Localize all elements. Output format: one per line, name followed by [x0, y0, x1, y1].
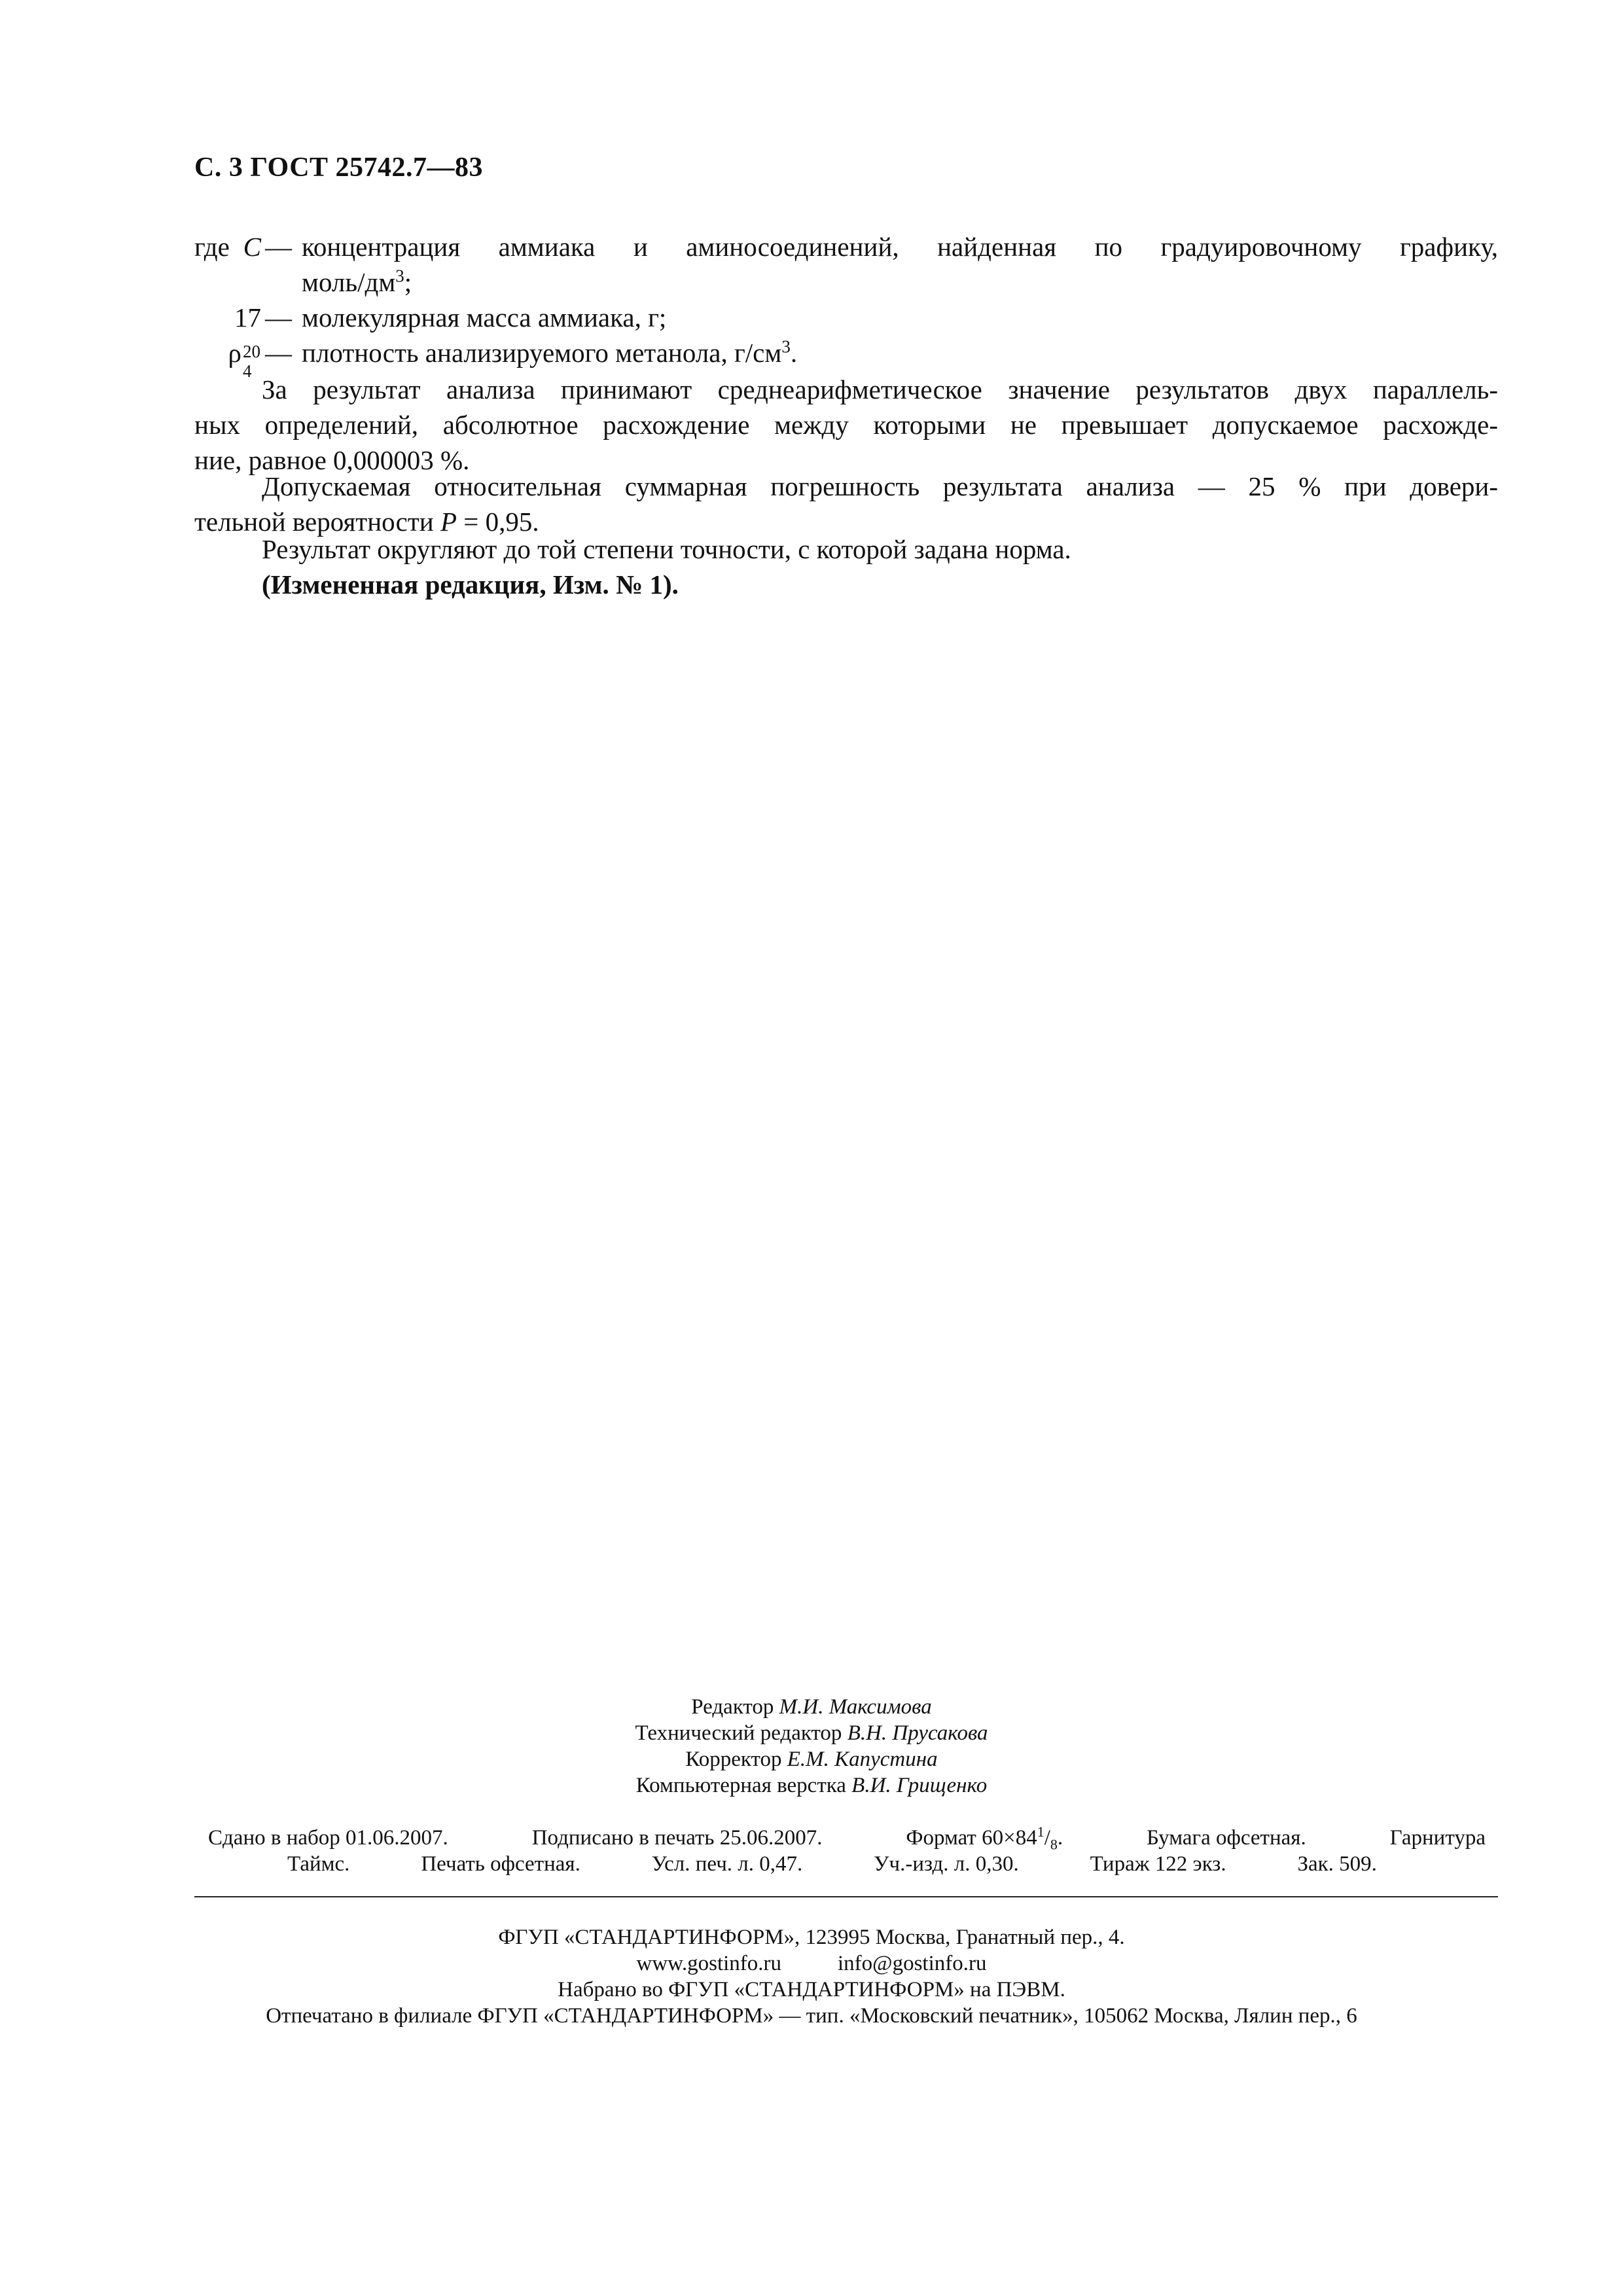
definition-dash: —	[265, 338, 292, 368]
print-info-item: Тираж 122 экз.	[1090, 1852, 1226, 1876]
definition-row-17	[194, 300, 1498, 335]
paragraph-line: ние, равное 0,000003 %.	[194, 445, 470, 475]
rho-superscript: 20	[243, 341, 260, 361]
paragraph-line: Результат округляют до той степени точности, с которой задана норма.	[262, 534, 1071, 564]
result-paragraph	[194, 372, 1498, 478]
email-link[interactable]: info@gostinfo.ru	[838, 1952, 987, 1975]
print-info-item: Усл. печ. л. 0,47.	[651, 1852, 803, 1876]
credit-name: Е.М. Капустина	[787, 1748, 938, 1771]
definition-text: молекулярная масса аммиака, г;	[302, 302, 667, 332]
print-info-item: Бумага офсетная.	[1147, 1826, 1306, 1850]
error-paragraph	[194, 469, 1498, 539]
print-info-item: Таймс.	[287, 1852, 350, 1876]
symbol-rho	[200, 335, 261, 381]
typeset-note: Набрано во ФГУП «СТАНДАРТИНФОРМ» на ПЭВМ.	[558, 1978, 1065, 2001]
page-header: С. 3 ГОСТ 25742.7—83	[194, 152, 484, 183]
print-info-item: Гарнитура	[1389, 1826, 1486, 1850]
definition-c-line1: концентрация аммиака и аминосоединений, найденная по градуировочному графику,	[302, 232, 1498, 262]
unit-tail: ;	[404, 267, 412, 297]
symbol-17: 17	[234, 302, 261, 332]
density-tail: .	[790, 338, 798, 368]
text-run: = 0,95.	[457, 507, 539, 537]
rho-subscript: 4	[243, 361, 252, 381]
credit-role: Компьютерная верстка	[635, 1774, 846, 1797]
variable-p: P	[440, 507, 457, 537]
credit-row	[0, 1746, 1623, 1772]
credit-name: В.Н. Прусакова	[847, 1721, 988, 1745]
print-info-item: Печать офсетная.	[421, 1852, 580, 1876]
amendment-note: (Измененная редакция, Изм. № 1).	[262, 569, 679, 600]
credit-name: В.И. Грищенко	[851, 1774, 988, 1797]
print-info-row	[208, 1825, 1486, 1851]
density-text: плотность анализируемого метанола, г/см	[302, 338, 782, 368]
horizontal-divider	[194, 1896, 1498, 1897]
symbol-c: C	[243, 232, 261, 262]
credit-name: М.И. Максимова	[779, 1695, 932, 1719]
print-info-item: Сдано в набор 01.06.2007.	[208, 1826, 448, 1850]
website-link[interactable]: www.gostinfo.ru	[636, 1952, 782, 1975]
unit-text: моль/дм	[302, 267, 396, 297]
definition-c-line2	[302, 264, 412, 300]
credit-role: Технический редактор	[635, 1721, 842, 1745]
definition-dash: —	[265, 232, 292, 262]
credit-row	[0, 1720, 1623, 1746]
rounding-paragraph	[194, 531, 1498, 602]
credit-row	[0, 1694, 1623, 1720]
definition-row-c-cont	[194, 264, 1498, 300]
print-info-format: Формат $60\times 84^1/_8$.	[906, 1823, 1063, 1853]
definition-row-c	[194, 229, 1498, 264]
print-info-item: Подписано в печать 25.06.2007.	[531, 1826, 823, 1850]
definition-text	[302, 229, 1498, 264]
definition-dash: —	[265, 302, 292, 332]
publisher-address: ФГУП «СТАНДАРТИНФОРМ», 123995 Москва, Гранатный пер., 4.	[498, 1926, 1125, 1949]
text-run: тельной вероятности	[194, 507, 440, 537]
paragraph-line: Допускаемая относительная суммарная погрешность результата анализа — 25 % при довери-	[262, 471, 1498, 501]
print-info	[208, 1825, 1486, 1877]
editorial-credits	[0, 1694, 1623, 1799]
format-denominator: 8	[1050, 1836, 1058, 1853]
print-info-item: Зак. 509.	[1297, 1852, 1377, 1876]
format-text: Формат 60×84	[906, 1826, 1037, 1850]
unit-exponent: 3	[395, 266, 404, 286]
print-info-item: Уч.-изд. л. 0,30.	[874, 1852, 1019, 1876]
format-numerator: 1	[1037, 1823, 1044, 1840]
definition-row-rho	[194, 335, 1498, 381]
paragraph-line: ных определений, абсолютное расхождение между которыми не превышает допускаемое расхожде-	[194, 410, 1498, 440]
publisher-info	[0, 1924, 1623, 2029]
paragraph-line: За результат анализа принимают среднеарифметическое значение результатов двух параллель-	[262, 374, 1498, 404]
credit-row	[0, 1772, 1623, 1799]
format-tail: .	[1057, 1826, 1063, 1850]
print-info-row	[208, 1851, 1486, 1877]
publisher-contacts	[0, 1950, 1623, 1977]
density-exponent: 3	[781, 336, 791, 357]
printing-note: Отпечатано в филиале ФГУП «СТАНДАРТИНФОРМ» — тип. «Московский печатник», 105062 Москва, Лялин пер., 6	[266, 2004, 1357, 2028]
symbol-definitions	[194, 229, 1498, 381]
rho-letter: ρ	[228, 338, 241, 368]
where-intro: где	[194, 232, 230, 262]
credit-role: Редактор	[691, 1695, 774, 1719]
credit-role: Корректор	[685, 1748, 782, 1771]
definition-text	[302, 335, 797, 370]
